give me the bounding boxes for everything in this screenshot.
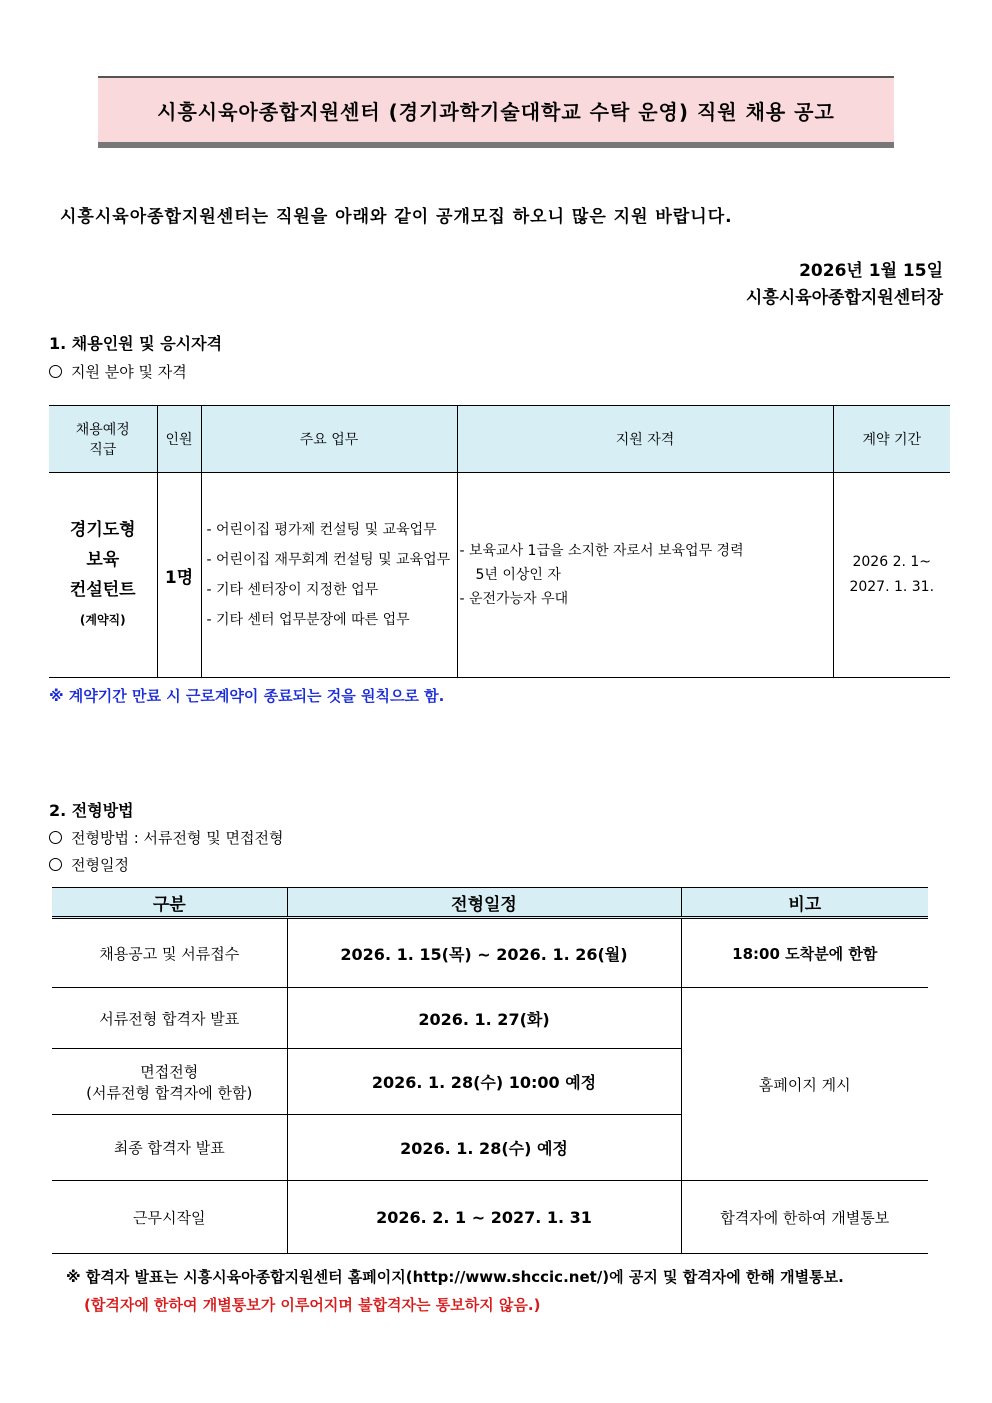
intro-text: 시흥시육아종합지원센터는 직원을 아래와 같이 공개모집 하오니 많은 지원 바랍니다. [60, 207, 733, 227]
section2-sub1: 전형방법 : 서류전형 및 면접전형 [49, 827, 284, 848]
recruitment-table [49, 405, 950, 678]
cell-count: 1명 [157, 473, 201, 678]
cell-grade: 경기도형 보육 컨설턴트 (계약직) [49, 473, 157, 678]
section2-sub2: 전형일정 [49, 854, 129, 875]
list-item: - 어린이집 평가제 컨설팅 및 교육업무 [206, 522, 437, 538]
section1-heading: 1. 채용인원 및 응시자격 [49, 334, 223, 353]
table-row: 최종 합격자 발표 2026. 1. 28(수) 예정 [52, 1115, 928, 1181]
header-schedule: 전형일정 [287, 888, 681, 918]
header-period: 계약 기간 [833, 406, 950, 473]
list-item: - 기타 센터장이 지정한 업무 [206, 582, 379, 598]
header-count: 인원 [157, 406, 201, 473]
signer: 시흥시육아종합지원센터장 [745, 288, 943, 308]
circle-bullet-icon [49, 365, 62, 378]
circle-bullet-icon [49, 858, 62, 871]
circle-bullet-icon [49, 831, 62, 844]
section2-heading: 2. 전형방법 [49, 801, 134, 820]
header-quals: 지원 자격 [457, 406, 833, 473]
notification-note: (합격자에 한하여 개별통보가 이루어지며 불합격자는 통보하지 않음.) [84, 1296, 541, 1314]
list-item: - 어린이집 재무회계 컨설팅 및 교육업무 [206, 552, 451, 568]
cell-quals: - 보육교사 1급을 소지한 자로서 보육업무 경력 5년 이상인 자 - 운전가능자 우대 [457, 473, 833, 678]
contract-note: ※ 계약기간 만료 시 근로계약이 종료되는 것을 원칙으로 함. [49, 687, 445, 705]
cell-period: 2026 2. 1~ 2027. 1. 31. [833, 473, 950, 678]
announcement-note: ※ 합격자 발표는 시흥시육아종합지원센터 홈페이지(http://www.shccic.net/)에 공지 및 합격자에 한해 개별통보. [66, 1268, 844, 1286]
schedule-table [52, 887, 928, 1254]
table-row: 면접전형 (서류전형 합격자에 한함) 2026. 1. 28(수) 10:00 예정 [52, 1049, 928, 1115]
cell-duties [201, 473, 457, 678]
table-row: 근무시작일 2026. 2. 1 ~ 2027. 1. 31 합격자에 한하여 개별통보 [52, 1181, 928, 1254]
header-grade: 채용예정 직급 [49, 406, 157, 473]
list-item: - 기타 센터 업무분장에 따른 업무 [206, 612, 410, 628]
page-title: 시흥시육아종합지원센터 (경기과학기술대학교 수탁 운영) 직원 채용 공고 [98, 76, 894, 148]
header-remark: 비고 [681, 888, 928, 918]
header-category: 구분 [52, 888, 287, 918]
header-duties: 주요 업무 [201, 406, 457, 473]
table-row: 채용공고 및 서류접수 2026. 1. 15(목) ~ 2026. 1. 26(월) 18:00 도착분에 한함 [52, 918, 928, 988]
announcement-date: 2026년 1월 15일 [799, 261, 943, 281]
table-header-row [52, 888, 928, 918]
table-row: 서류전형 합격자 발표 2026. 1. 27(화) 홈페이지 게시 [52, 988, 928, 1049]
table-row [49, 473, 950, 678]
section1-sub: 지원 분야 및 자격 [49, 361, 187, 382]
table-header-row [49, 406, 950, 473]
